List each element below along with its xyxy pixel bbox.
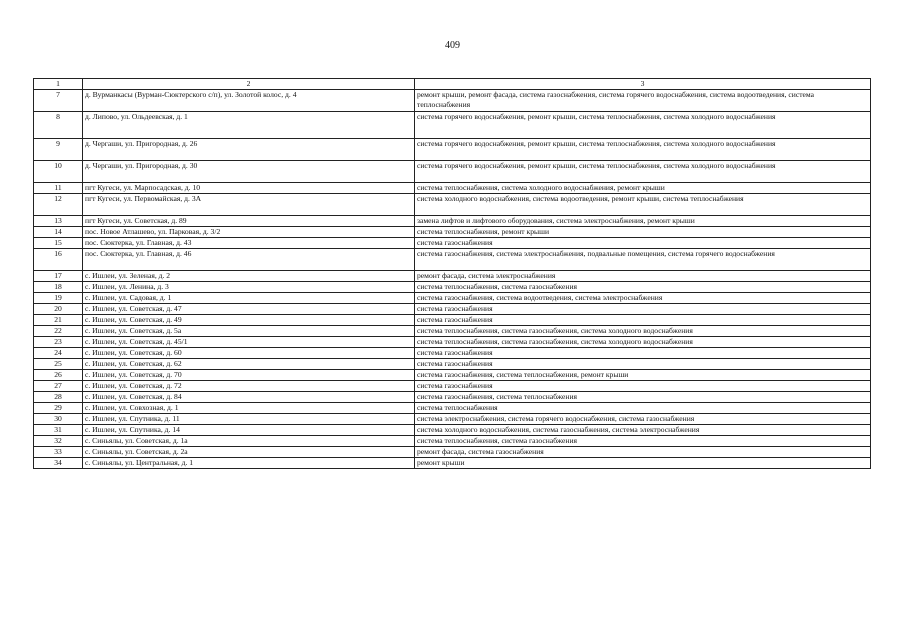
works-cell: система газоснабжения	[415, 381, 871, 392]
works-cell: система газоснабжения	[415, 304, 871, 315]
address-cell: с. Ишлеи, ул. Спутника, д. 11	[83, 414, 415, 425]
row-number-cell: 18	[34, 282, 83, 293]
table-row	[34, 348, 871, 359]
table-header-row	[34, 79, 871, 90]
row-number-cell: 20	[34, 304, 83, 315]
table-row	[34, 112, 871, 139]
address-cell: с. Ишлеи, ул. Советская, д. 47	[83, 304, 415, 315]
address-cell: с. Синьялы, ул. Центральная, д. 1	[83, 458, 415, 469]
works-cell: система теплоснабжения, система газоснабжения, система холодного водоснабжения	[415, 326, 871, 337]
row-number-cell: 26	[34, 370, 83, 381]
row-number-cell: 17	[34, 271, 83, 282]
works-cell: система горячего водоснабжения, ремонт крыши, система теплоснабжения, система холодного водоснабжения	[415, 112, 871, 139]
table-row	[34, 403, 871, 414]
row-number-cell: 25	[34, 359, 83, 370]
works-cell: система электроснабжения, система горячего водоснабжения, система газоснабжения	[415, 414, 871, 425]
row-number-cell: 13	[34, 216, 83, 227]
address-cell: пос. Сюктерка, ул. Главная, д. 43	[83, 238, 415, 249]
row-number-cell: 11	[34, 183, 83, 194]
works-cell: ремонт крыши	[415, 458, 871, 469]
table-row	[34, 271, 871, 282]
address-cell: пгт Кугеси, ул. Марпосадская, д. 10	[83, 183, 415, 194]
address-cell: с. Ишлеи, ул. Советская, д. 45/1	[83, 337, 415, 348]
address-cell: пгт Кугеси, ул. Советская, д. 89	[83, 216, 415, 227]
table-row	[34, 304, 871, 315]
row-number-cell: 30	[34, 414, 83, 425]
table-row	[34, 337, 871, 348]
table-row	[34, 326, 871, 337]
table-row	[34, 139, 871, 161]
address-cell: д. Чергаши, ул. Пригородная, д. 26	[83, 139, 415, 161]
works-cell: ремонт фасада, система электроснабжения	[415, 271, 871, 282]
address-cell: пос. Новое Атлашево, ул. Парковая, д. 3/2	[83, 227, 415, 238]
header-col-3: 3	[415, 79, 871, 90]
table-row	[34, 161, 871, 183]
row-number-cell: 27	[34, 381, 83, 392]
table-row	[34, 425, 871, 436]
works-cell: система теплоснабжения, система газоснабжения, система холодного водоснабжения	[415, 337, 871, 348]
address-cell: с. Ишлеи, ул. Советская, д. 5а	[83, 326, 415, 337]
address-cell: с. Ишлеи, ул. Советская, д. 70	[83, 370, 415, 381]
works-cell: система теплоснабжения, система холодного водоснабжения, ремонт крыши	[415, 183, 871, 194]
table-row	[34, 183, 871, 194]
address-cell: с. Ишлеи, ул. Зеленая, д. 2	[83, 271, 415, 282]
address-cell: с. Синьялы, ул. Советская, д. 2а	[83, 447, 415, 458]
row-number-cell: 23	[34, 337, 83, 348]
table-row	[34, 282, 871, 293]
row-number-cell: 16	[34, 249, 83, 271]
row-number-cell: 15	[34, 238, 83, 249]
works-cell: система теплоснабжения, ремонт крыши	[415, 227, 871, 238]
works-cell: система газоснабжения, система теплоснабжения	[415, 392, 871, 403]
table-row	[34, 414, 871, 425]
address-cell: с. Ишлеи, ул. Ленина, д. 3	[83, 282, 415, 293]
row-number-cell: 8	[34, 112, 83, 139]
row-number-cell: 32	[34, 436, 83, 447]
address-cell: д. Липово, ул. Ольдеевская, д. 1	[83, 112, 415, 139]
row-number-cell: 12	[34, 194, 83, 216]
table-row	[34, 392, 871, 403]
address-cell: с. Ишлеи, ул. Советская, д. 49	[83, 315, 415, 326]
works-cell: система холодного водоснабжения, система газоснабжения, система электроснабжения	[415, 425, 871, 436]
row-number-cell: 28	[34, 392, 83, 403]
table-row	[34, 436, 871, 447]
works-cell: система теплоснабжения, система газоснабжения	[415, 282, 871, 293]
works-cell: система теплоснабжения, система газоснабжения	[415, 436, 871, 447]
row-number-cell: 21	[34, 315, 83, 326]
row-number-cell: 24	[34, 348, 83, 359]
works-cell: ремонт крыши, ремонт фасада, система газоснабжения, система горячего водоснабжения, система водоотведения, система теплоснабжения	[415, 90, 871, 112]
works-cell: ремонт фасада, система газоснабжения	[415, 447, 871, 458]
table-row	[34, 359, 871, 370]
table-row	[34, 194, 871, 216]
address-cell: д. Чергаши, ул. Пригородная, д. 30	[83, 161, 415, 183]
row-number-cell: 19	[34, 293, 83, 304]
address-cell: с. Ишлеи, ул. Спутника, д. 14	[83, 425, 415, 436]
row-number-cell: 22	[34, 326, 83, 337]
address-cell: с. Ишлеи, ул. Садовая, д. 1	[83, 293, 415, 304]
table-row	[34, 216, 871, 227]
row-number-cell: 34	[34, 458, 83, 469]
row-number-cell: 7	[34, 90, 83, 112]
table-row	[34, 90, 871, 112]
row-number-cell: 33	[34, 447, 83, 458]
address-cell: с. Ишлеи, ул. Советская, д. 62	[83, 359, 415, 370]
table-row	[34, 458, 871, 469]
header-col-1: 1	[34, 79, 83, 90]
table-row	[34, 238, 871, 249]
address-cell: с. Синьялы, ул. Советская, д. 1а	[83, 436, 415, 447]
table-row	[34, 381, 871, 392]
address-cell: с. Ишлеи, ул. Советская, д. 72	[83, 381, 415, 392]
works-cell: система газоснабжения	[415, 315, 871, 326]
row-number-cell: 29	[34, 403, 83, 414]
row-number-cell: 10	[34, 161, 83, 183]
address-cell: д. Вурманкасы (Вурман-Сюктерского с/п), ул. Золотой колос, д. 4	[83, 90, 415, 112]
works-table	[33, 78, 871, 469]
table-row	[34, 227, 871, 238]
works-cell: система газоснабжения	[415, 348, 871, 359]
works-cell: система теплоснабжения	[415, 403, 871, 414]
address-cell: пос. Сюктерка, ул. Главная, д. 46	[83, 249, 415, 271]
address-cell: с. Ишлеи, ул. Совхозная, д. 1	[83, 403, 415, 414]
table-row	[34, 293, 871, 304]
table-row	[34, 315, 871, 326]
header-col-2: 2	[83, 79, 415, 90]
table-row	[34, 447, 871, 458]
works-cell: система горячего водоснабжения, ремонт крыши, система теплоснабжения, система холодного водоснабжения	[415, 139, 871, 161]
works-cell: замена лифтов и лифтового оборудования, система электроснабжения, ремонт крыши	[415, 216, 871, 227]
works-cell: система горячего водоснабжения, ремонт крыши, система теплоснабжения, система холодного водоснабжения	[415, 161, 871, 183]
address-cell: пгт Кугеси, ул. Первомайская, д. 3А	[83, 194, 415, 216]
address-cell: с. Ишлеи, ул. Советская, д. 60	[83, 348, 415, 359]
page-number: 409	[445, 40, 460, 51]
works-cell: система газоснабжения	[415, 359, 871, 370]
works-cell: система холодного водоснабжения, система водоотведения, ремонт крыши, система теплоснабжения	[415, 194, 871, 216]
works-cell: система газоснабжения, система теплоснабжения, ремонт крыши	[415, 370, 871, 381]
address-cell: с. Ишлеи, ул. Советская, д. 84	[83, 392, 415, 403]
works-cell: система газоснабжения, система водоотведения, система электроснабжения	[415, 293, 871, 304]
works-cell: система газоснабжения	[415, 238, 871, 249]
table-row	[34, 370, 871, 381]
row-number-cell: 14	[34, 227, 83, 238]
works-cell: система газоснабжения, система электроснабжения, подвальные помещения, система горячего водоснабжения	[415, 249, 871, 271]
row-number-cell: 9	[34, 139, 83, 161]
table-row	[34, 249, 871, 271]
row-number-cell: 31	[34, 425, 83, 436]
